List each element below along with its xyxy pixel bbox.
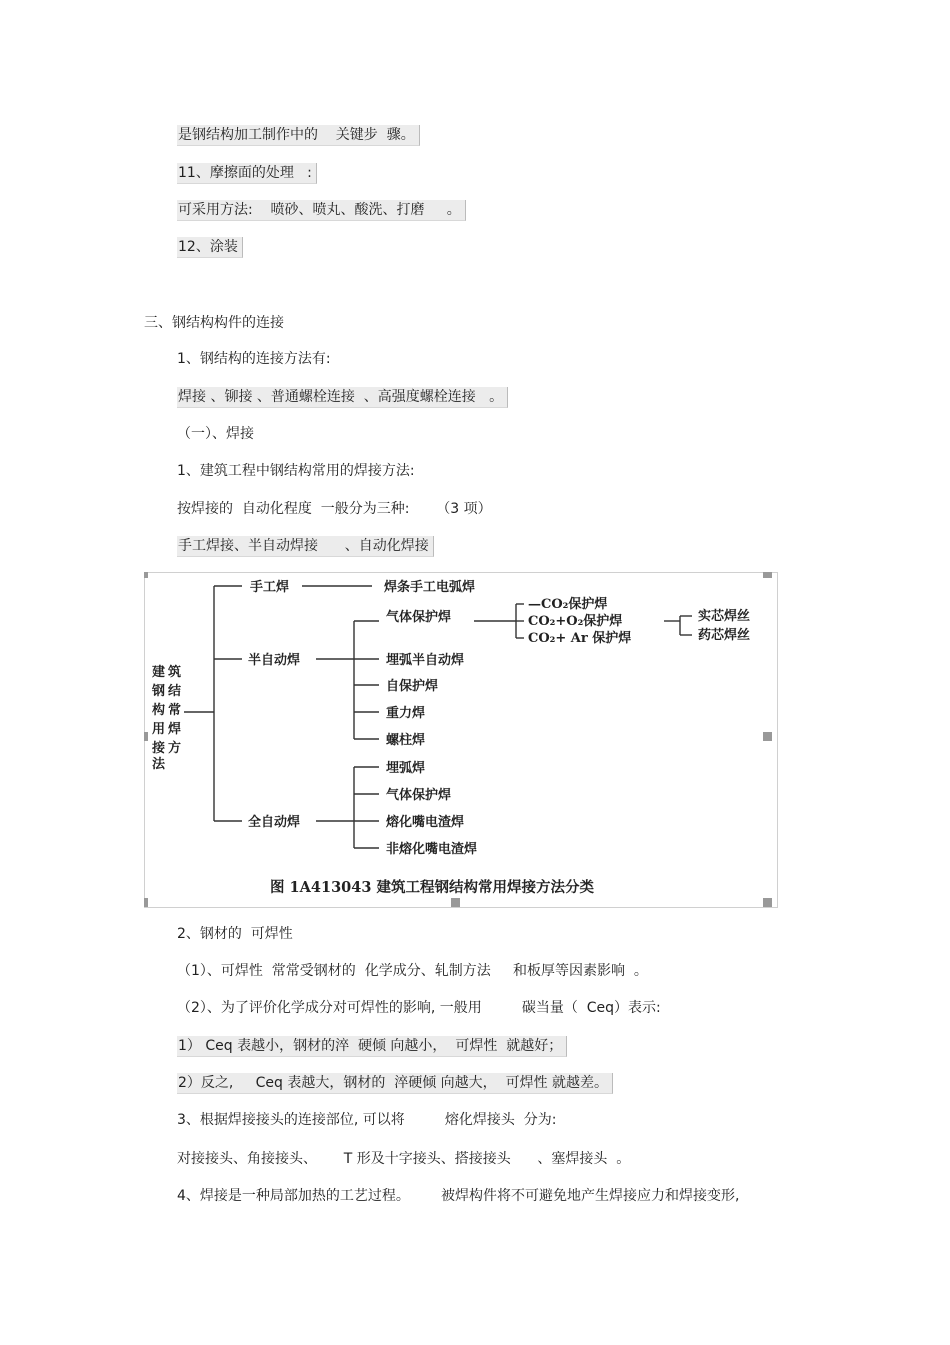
root-char: 结 [168,684,182,699]
line-15: 1） Ceq 表越小，钢材的淬 硬倾 向越小， 可焊性 就越好； [177,1036,567,1057]
node-consumable-electroslag: 熔化嘴电渣焊 [386,815,465,830]
root-char: 构 [152,703,166,718]
line-12: 2、钢材的 可焊性 [177,926,293,942]
node-co2: —CO₂保护焊 [528,597,608,612]
root-char: 用 [152,722,166,737]
line-10: 按焊接的 自动化程度 一般分为三种: （3 项） [177,501,492,517]
node-stud: 螺柱焊 [386,733,426,748]
line-2: 11、摩擦面的处理 : [177,163,317,184]
node-co2-ar: CO₂+ Ar 保护焊 [528,631,632,646]
root-char: 接 [152,741,166,756]
node-non-consumable-electroslag: 非熔化嘴电渣焊 [386,842,478,857]
line-7: 焊接 、铆接 、普通螺栓连接 、高强度螺栓连接 。 [177,387,508,408]
node-gas-shielded: 气体保护焊 [386,610,452,625]
line-19: 4、焊接是一种局部加热的工艺过程。 被焊构件将不可避免地产生焊接应力和焊接变形, [177,1188,740,1204]
line-11: 手工焊接、半自动焊接 、自动化焊接 [177,536,434,557]
line-18: 对接接头、角接接头、 T 形及十字接头、搭接接头 、塞焊接头 。 [177,1151,631,1167]
node-full: 全自动焊 [248,815,301,830]
root-char: 建 [152,665,166,680]
root-char: 方 [168,741,182,756]
node-solid-wire: 实芯焊丝 [698,609,751,624]
line-9: 1、建筑工程中钢结构常用的焊接方法: [177,463,415,479]
line-17: 3、根据焊接接头的连接部位, 可以将 熔化焊接头 分为: [177,1112,557,1128]
line-14: （2）、为了评价化学成分对可焊性的影响, 一般用 碳当量（ Ceq）表示: [177,1000,661,1016]
welding-methods-diagram [144,572,778,908]
node-flux-wire: 药芯焊丝 [698,628,751,643]
root-char: 法 [152,757,166,772]
line-16: 2）反之, Ceq 表越大，钢材的 淬硬倾 向越大， 可焊性 就越差。 [177,1073,613,1094]
section-heading: 三、钢结构构件的连接 [144,315,284,331]
root-char: 焊 [168,722,182,737]
node-semi: 半自动焊 [248,653,301,668]
node-co2-o2: CO₂+O₂保护焊 [528,614,623,629]
figure-caption: 图 1A413043 建筑工程钢结构常用焊接方法分类 [270,879,594,896]
node-gas-shielded-auto: 气体保护焊 [386,788,452,803]
line-3: 可采用方法: 喷砂、喷丸、酸洗、打磨 。 [177,200,466,221]
line-4: 12、涂装 [177,237,243,258]
line-1: 是钢结构加工制作中的 关键步 骤。 [177,125,420,146]
line-13: （1）、可焊性 常常受钢材的 化学成分、轧制方法 和板厚等因素影响 。 [177,963,648,979]
line-8: （一）、焊接 [177,426,254,442]
line-6: 1、钢结构的连接方法有: [177,351,331,367]
root-char: 常 [168,703,182,718]
node-semi-submerged: 埋弧半自动焊 [386,653,465,668]
node-manual: 手工焊 [250,580,290,595]
node-manual-arc: 焊条手工电弧焊 [384,580,476,595]
node-self-shielded: 自保护焊 [386,679,439,694]
node-gravity: 重力焊 [386,706,426,721]
root-char: 钢 [152,684,166,699]
node-submerged: 埋弧焊 [386,761,426,776]
root-char: 筑 [168,665,182,680]
